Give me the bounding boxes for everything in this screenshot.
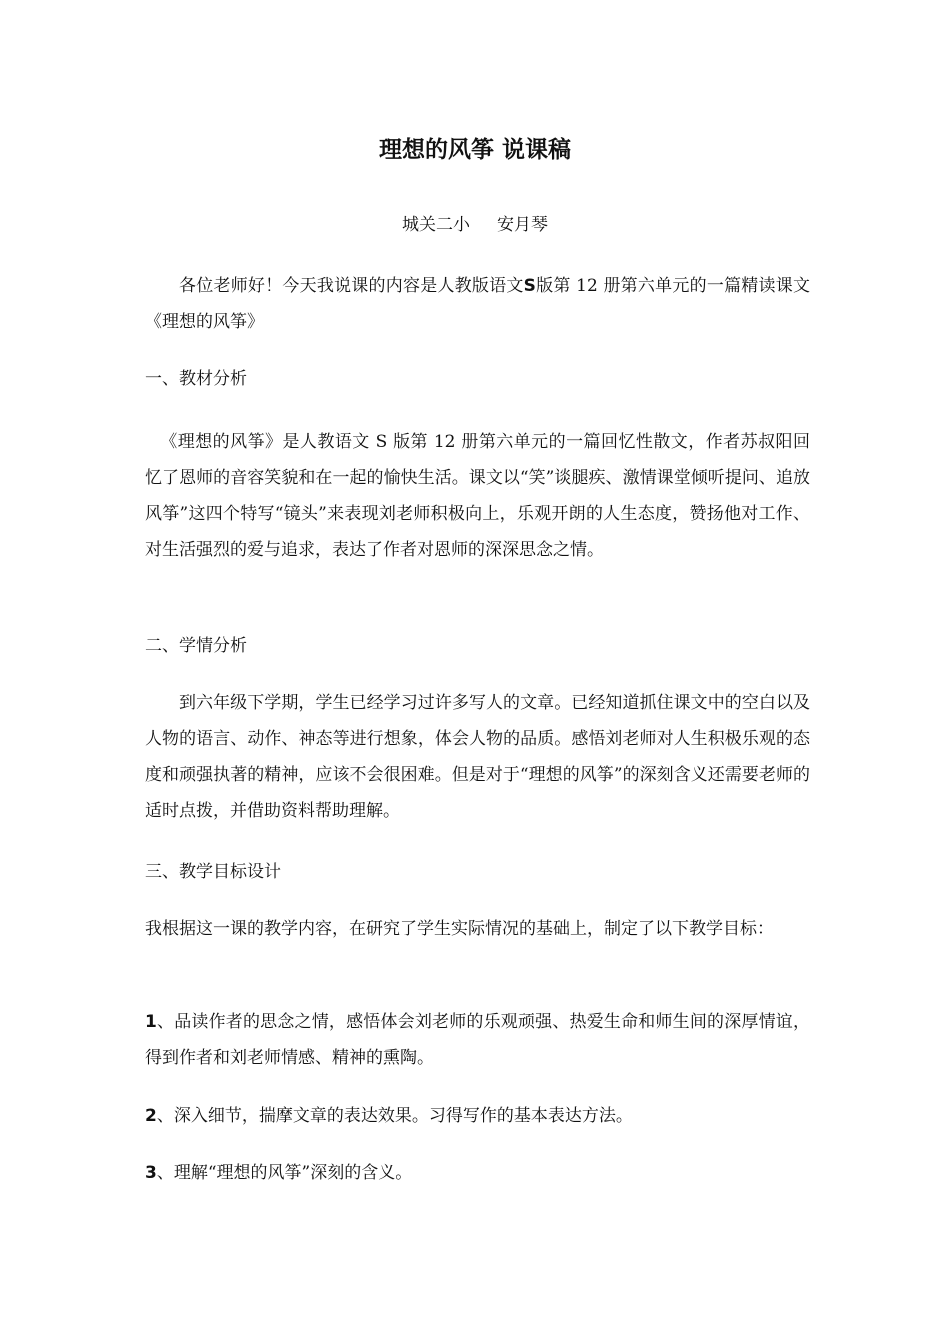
- goal-item-2: [145, 1098, 810, 1134]
- section-heading-1: 一、教材分析: [145, 369, 247, 389]
- page-title: 理想的风筝 说课稿: [378, 136, 571, 163]
- section-body-3: 我根据这一课的教学内容，在研究了学生实际情况的基础上，制定了以下教学目标：: [145, 919, 774, 939]
- intro-text-2: 版第 12 册第六单元的一篇精读课文《理想的风筝》: [145, 276, 810, 332]
- goal-text: 、品读作者的思念之情，感悟体会刘老师的乐观顽强、热爱生命和师生间的深厚情谊，得到作者和刘老师情感、精神的熏陶。: [145, 1012, 810, 1068]
- goal-number: 2: [145, 1106, 157, 1126]
- section-body-2: 到六年级下学期，学生已经学习过许多写人的文章。已经知道抓住课文中的空白以及人物的语言、动作、神态等进行想象，体会人物的品质。感悟刘老师对人生积极乐观的态度和顽强执著的精神，应该不会很困难。但是对于“理想的风筝”的深刻含义还需要老师的适时点拨，并借助资料帮助理解。: [145, 693, 810, 821]
- goal-text: 、理解“理想的风筝”深刻的含义。: [156, 1163, 413, 1183]
- goal-number: 3: [145, 1163, 157, 1183]
- author-line: 城关二小 安月琴: [401, 215, 549, 235]
- section-heading-2: 二、学情分析: [145, 636, 247, 656]
- section-heading-3: 三、教学目标设计: [145, 862, 281, 882]
- intro-text-1: 各位老师好！今天我说课的内容是人教版语文: [179, 276, 524, 296]
- goal-item-3: [145, 1155, 810, 1191]
- intro-bold-s: S: [523, 276, 536, 296]
- goal-text: 、深入细节，揣摩文章的表达效果。习得写作的基本表达方法。: [156, 1106, 633, 1126]
- section-body-1: 《理想的风筝》是人教语文 S 版第 12 册第六单元的一篇回忆性散文，作者苏叔阳回忆了恩师的音容笑貌和在一起的愉快生活。课文以“笑”谈腿疾、激情课堂倾听提问、追放风筝”这四个特写“镜头”来表现刘老师积极向上，乐观开朗的人生态度，赞扬他对工作、对生活强烈的爱与追求，表达了作者对恩师的深深思念之情。: [145, 432, 810, 560]
- intro-paragraph: [145, 268, 810, 340]
- goal-item-1: [145, 1004, 810, 1076]
- goal-number: 1: [145, 1012, 157, 1032]
